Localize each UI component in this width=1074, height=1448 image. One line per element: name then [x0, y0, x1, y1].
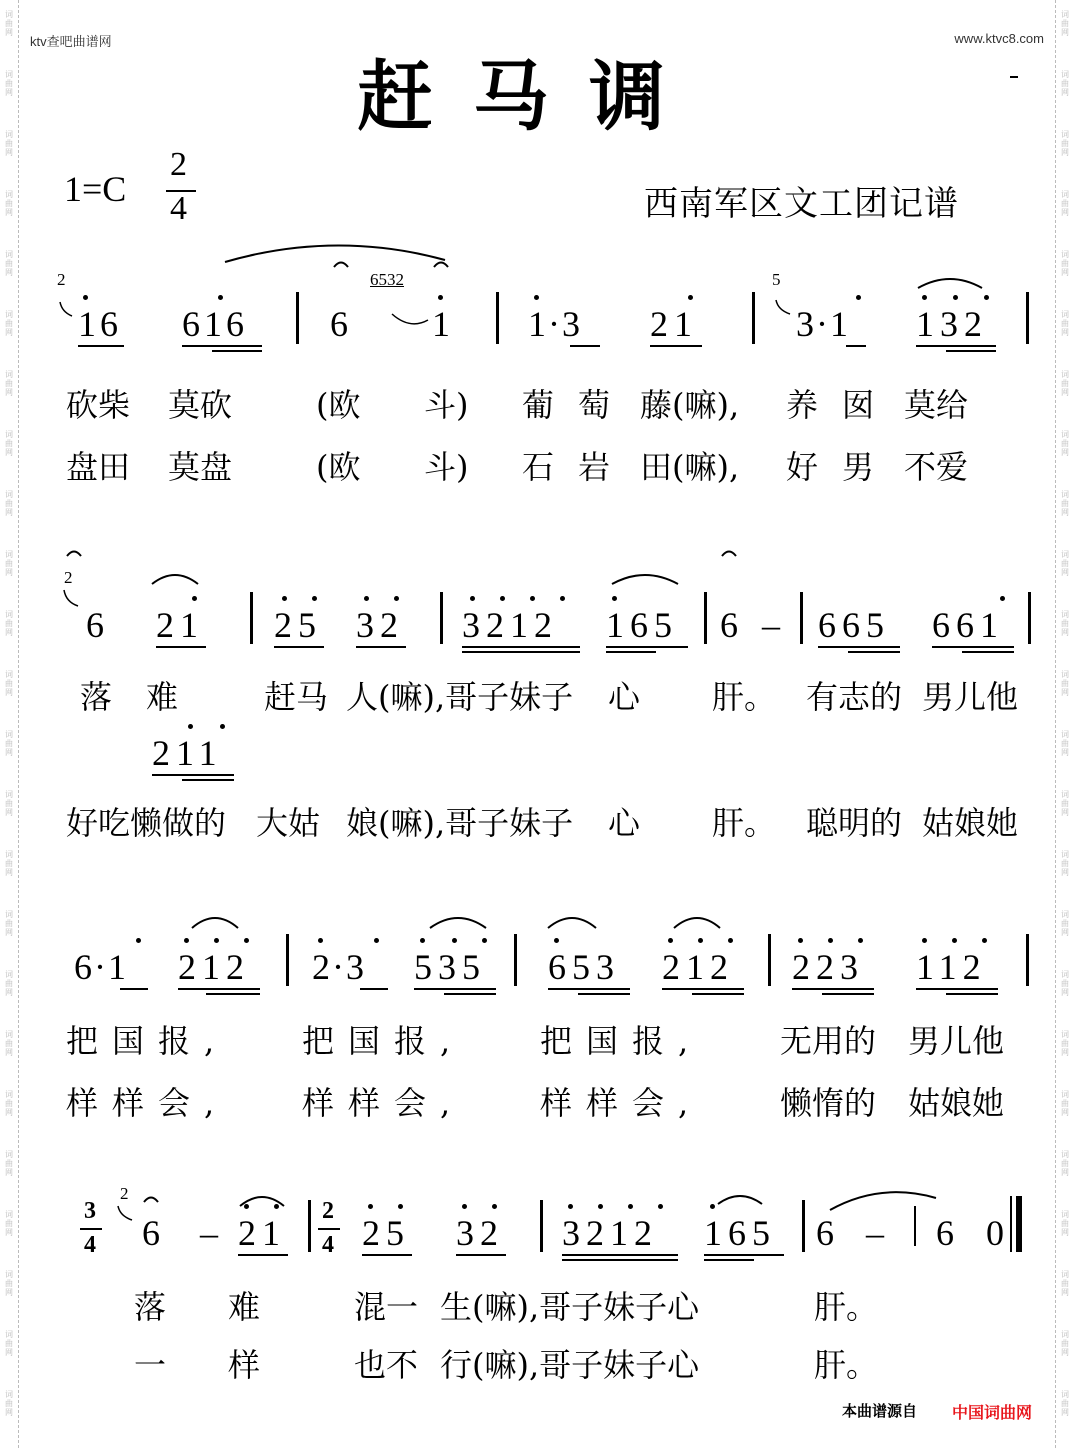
lyric-syllable: 样样会,: [66, 1084, 229, 1122]
lyric-syllable: 娘(嘛),哥子妹子: [346, 804, 574, 842]
watermark-text: 词曲网: [1061, 1030, 1069, 1057]
note-group: –: [200, 1213, 218, 1253]
octave-dot: [184, 938, 189, 943]
octave-dot: [374, 938, 379, 943]
lyric-syllable: 心: [608, 804, 641, 842]
bar-line: [1026, 934, 1029, 986]
watermark-text: 词曲网: [5, 1270, 13, 1297]
note-group: 3·1: [796, 304, 850, 344]
note-group: 2·3: [312, 947, 366, 987]
source-label: 本曲谱源自: [842, 1403, 918, 1420]
beam-line: [178, 988, 260, 990]
note-group: 21: [156, 605, 204, 645]
watermark-text: 词曲网: [5, 490, 13, 517]
beam-line: [562, 1259, 678, 1261]
lyric-syllable: 葡: [522, 386, 555, 424]
time-change-bottom: 4: [322, 1232, 334, 1258]
watermark-text: 词曲网: [5, 10, 13, 37]
octave-dot: [188, 724, 193, 729]
watermark-text: 词曲网: [5, 1030, 13, 1057]
note-group: 21: [238, 1213, 286, 1253]
note-group: 6: [816, 1213, 834, 1253]
watermark-text: 词曲网: [5, 70, 13, 97]
stray-mark: [1010, 76, 1018, 78]
octave-dot: [688, 295, 693, 300]
octave-dot: [710, 1204, 715, 1209]
octave-dot: [560, 596, 565, 601]
end-bar-thick: [1016, 1196, 1022, 1252]
octave-dot: [953, 295, 958, 300]
bar-line: [752, 292, 755, 344]
lyric-syllable: 好: [786, 448, 819, 486]
note-group: 661: [932, 605, 1004, 645]
lyric-syllable: 一: [134, 1346, 167, 1384]
key-signature: 1=C: [64, 169, 127, 209]
note-group: 3212: [462, 605, 558, 645]
note-group: 616: [182, 304, 248, 344]
note-group: 25: [362, 1213, 410, 1253]
watermark-text: 词曲网: [1061, 370, 1069, 397]
octave-dot: [244, 938, 249, 943]
octave-dot: [612, 596, 617, 601]
time-sig-top: 2: [170, 146, 187, 183]
bar-line: [514, 934, 517, 986]
lyric-syllable: 男儿他: [908, 1022, 1005, 1060]
octave-dot: [318, 938, 323, 943]
bar-line: [308, 1200, 311, 1252]
lyric-syllable: 样样会,: [540, 1084, 703, 1122]
octave-dot: [368, 1204, 373, 1209]
octave-dot: [534, 295, 539, 300]
lyric-syllable: 肝。: [712, 804, 777, 842]
octave-dot: [282, 596, 287, 601]
note-group: 21: [650, 304, 698, 344]
time-change-top: 2: [322, 1198, 334, 1224]
note-group: 6: [142, 1213, 160, 1253]
beam-line: [916, 988, 998, 990]
lyric-syllable: 萄: [578, 386, 611, 424]
note-group: 212: [178, 947, 250, 987]
octave-dot: [398, 1204, 403, 1209]
watermark-text: 词曲网: [5, 730, 13, 757]
beam-line: [932, 646, 1014, 648]
beam-line: [818, 646, 900, 648]
octave-dot: [500, 596, 505, 601]
time-change-top: 3: [84, 1198, 96, 1224]
beam-line: [946, 993, 998, 995]
octave-dot: [554, 938, 559, 943]
octave-dot: [828, 938, 833, 943]
source-site-link[interactable]: 中国词曲网: [952, 1405, 1033, 1422]
beam-line: [156, 646, 206, 648]
bar-line: [1026, 292, 1029, 344]
lyric-syllable: 男: [842, 448, 875, 486]
watermark-text: 词曲网: [5, 310, 13, 337]
octave-dot: [984, 295, 989, 300]
beam-line: [692, 993, 744, 995]
note-group: 212: [662, 947, 734, 987]
octave-dot: [438, 295, 443, 300]
note-group: 25: [274, 605, 322, 645]
system-3-marks: [0, 900, 1074, 950]
octave-dot: [364, 596, 369, 601]
note-group: 1·3: [528, 304, 582, 344]
watermark-text: 词曲网: [1061, 10, 1069, 37]
note-group: 16: [78, 304, 122, 344]
beam-line: [650, 345, 702, 347]
beam-line: [916, 345, 996, 347]
octave-dot: [728, 938, 733, 943]
beam-line: [356, 646, 406, 648]
grace-note-1: 2: [57, 270, 66, 289]
beam-line: [548, 988, 630, 990]
lyric-syllable: 姑娘她: [908, 1084, 1005, 1122]
lyric-syllable: 落: [80, 678, 113, 716]
watermark-text: 词曲网: [1061, 1210, 1069, 1237]
grace-note-4: 2: [64, 568, 73, 587]
octave-dot: [698, 938, 703, 943]
lyric-syllable: 难: [228, 1288, 261, 1326]
grace-note-3: 5: [772, 270, 781, 289]
lyric-syllable: 斗): [424, 386, 469, 424]
lyric-syllable: 肝。: [814, 1346, 879, 1384]
octave-dot: [668, 938, 673, 943]
time-change-bottom: 4: [84, 1232, 96, 1258]
alt-note-group: 211: [152, 733, 223, 773]
beam-line: [946, 350, 996, 352]
lyric-syllable: 也不: [354, 1346, 419, 1384]
octave-dot: [312, 596, 317, 601]
lyric-syllable: 行(嘛),哥子妹子心: [440, 1346, 700, 1384]
watermark-text: 词曲网: [1061, 490, 1069, 517]
lyric-syllable: (欧: [316, 448, 361, 486]
watermark-text: 词曲网: [5, 970, 13, 997]
watermark-text: 词曲网: [5, 130, 13, 157]
beam-line: [848, 651, 900, 653]
bar-line: [286, 934, 289, 986]
octave-dot: [218, 295, 223, 300]
bar-line: [440, 592, 443, 644]
watermark-text: 词曲网: [1061, 430, 1069, 457]
watermark-text: 词曲网: [1061, 310, 1069, 337]
bar-line: [296, 292, 299, 344]
watermark-text: 词曲网: [5, 1090, 13, 1117]
note-group: 112: [916, 947, 987, 987]
lyric-syllable: 养: [786, 386, 819, 424]
beam-line: [206, 993, 260, 995]
beam-line: [152, 774, 234, 776]
bar-line: [250, 592, 253, 644]
note-group: 0: [986, 1213, 1004, 1253]
watermark-text: 词曲网: [1061, 1150, 1069, 1177]
octave-dot: [192, 596, 197, 601]
note-group: 165: [704, 1213, 776, 1253]
watermark-text: 词曲网: [1061, 790, 1069, 817]
octave-dot: [136, 938, 141, 943]
octave-dot: [598, 1204, 603, 1209]
lyric-syllable: 肝。: [712, 678, 777, 716]
grace-note-5: 2: [120, 1184, 129, 1203]
bar-line: [496, 292, 499, 344]
lyric-syllable: 懒惰的: [780, 1084, 877, 1122]
watermark-text: 词曲网: [5, 670, 13, 697]
watermark-text: 词曲网: [1061, 130, 1069, 157]
system-4-marks: [0, 1180, 1074, 1230]
beam-line: [662, 988, 744, 990]
end-bar-thin: [1010, 1196, 1012, 1252]
beam-line: [212, 350, 262, 352]
watermark-text: 词曲网: [5, 850, 13, 877]
octave-dot: [628, 1204, 633, 1209]
lyric-syllable: 肝。: [814, 1288, 879, 1326]
watermark-text: 词曲网: [5, 1150, 13, 1177]
right-watermark-strip: [1055, 0, 1074, 1448]
lyric-syllable: 田(嘛),: [640, 448, 740, 486]
watermark-text: 词曲网: [1061, 910, 1069, 937]
octave-dot: [482, 938, 487, 943]
watermark-text: 词曲网: [1061, 250, 1069, 277]
watermark-text: 词曲网: [5, 1330, 13, 1357]
lyric-syllable: 岩: [578, 448, 611, 486]
octave-dot: [982, 938, 987, 943]
beam-line: [360, 988, 388, 990]
note-group: 223: [792, 947, 864, 987]
watermark-text: 词曲网: [1061, 730, 1069, 757]
page-title: 赶马调: [357, 52, 705, 141]
note-group: 132: [916, 304, 988, 344]
beam-line: [78, 345, 124, 347]
lyric-syllable: 落: [134, 1288, 167, 1326]
lyric-syllable: 男儿他: [922, 678, 1019, 716]
lyric-syllable: 把国报,: [302, 1022, 465, 1060]
beam-line: [562, 1254, 678, 1256]
watermark-text: 词曲网: [1061, 550, 1069, 577]
octave-dot: [274, 1204, 279, 1209]
octave-dot: [394, 596, 399, 601]
octave-dot: [568, 1204, 573, 1209]
bar-line: [802, 1200, 805, 1252]
site-label-right[interactable]: www.ktvc8.com: [954, 31, 1044, 46]
lyric-syllable: 砍柴: [66, 386, 131, 424]
octave-dot: [83, 295, 88, 300]
note-group: 6: [936, 1213, 954, 1253]
note-group: 32: [456, 1213, 504, 1253]
octave-dot: [858, 938, 863, 943]
lyric-syllable: 莫砍: [168, 386, 233, 424]
note-group: 665: [818, 605, 890, 645]
note-group: 3212: [562, 1213, 658, 1253]
watermark-text: 词曲网: [5, 430, 13, 457]
watermark-text: 词曲网: [5, 1210, 13, 1237]
lyric-syllable: 样: [228, 1346, 261, 1384]
watermark-text: 词曲网: [1061, 970, 1069, 997]
beam-line: [962, 651, 1014, 653]
watermark-text: 词曲网: [5, 790, 13, 817]
bar-line: [914, 1206, 916, 1246]
beam-line: [822, 993, 874, 995]
octave-dot: [922, 938, 927, 943]
time-change-line: [318, 1228, 340, 1230]
note-group: 6: [86, 605, 104, 645]
watermark-text: 词曲网: [5, 1390, 13, 1417]
octave-dot: [1000, 596, 1005, 601]
note-group: 165: [606, 605, 678, 645]
lyric-syllable: 把国报,: [540, 1022, 703, 1060]
watermark-text: 词曲网: [1061, 1270, 1069, 1297]
beam-line: [606, 646, 688, 648]
beam-line: [606, 651, 656, 653]
octave-dot: [952, 938, 957, 943]
watermark-text: 词曲网: [5, 190, 13, 217]
bar-line: [768, 934, 771, 986]
note-group: –: [762, 605, 780, 645]
lyric-syllable: 难: [146, 678, 179, 716]
note-group: 6: [330, 304, 348, 344]
beam-line: [414, 988, 496, 990]
beam-line: [444, 993, 496, 995]
watermark-text: 词曲网: [5, 550, 13, 577]
time-sig-bottom: 4: [170, 190, 187, 227]
watermark-text: 词曲网: [5, 910, 13, 937]
lyric-syllable: 好吃懒做的: [66, 804, 227, 842]
lyric-syllable: (欧: [316, 386, 361, 424]
credit-line: 西南军区文工团记谱: [644, 184, 959, 224]
lyric-syllable: 不爱: [904, 448, 969, 486]
lyric-syllable: 莫盘: [168, 448, 233, 486]
octave-dot: [244, 1204, 249, 1209]
octave-dot: [530, 596, 535, 601]
beam-line: [456, 1254, 506, 1256]
lyric-syllable: 样样会,: [302, 1084, 465, 1122]
watermark-text: 词曲网: [1061, 1390, 1069, 1417]
site-label-left[interactable]: ktv查吧曲谱网: [30, 34, 112, 49]
beam-line: [238, 1254, 288, 1256]
lyric-syllable: 聪明的: [806, 804, 903, 842]
octave-dot: [462, 1204, 467, 1209]
watermark-text: 词曲网: [1061, 670, 1069, 697]
watermark-text: 词曲网: [1061, 190, 1069, 217]
octave-dot: [922, 295, 927, 300]
beam-line: [570, 345, 600, 347]
watermark-text: 词曲网: [5, 370, 13, 397]
octave-dot: [452, 938, 457, 943]
bar-line: [540, 1200, 543, 1252]
beam-line: [462, 646, 580, 648]
beam-line: [120, 988, 148, 990]
lyric-syllable: 无用的: [780, 1022, 877, 1060]
lyric-syllable: 有志的: [806, 678, 903, 716]
octave-dot: [492, 1204, 497, 1209]
beam-line: [362, 1254, 412, 1256]
lyric-syllable: 石: [522, 448, 555, 486]
note-group: 6: [720, 605, 738, 645]
left-watermark-strip: [0, 0, 19, 1448]
bar-line: [1028, 592, 1031, 644]
beam-line: [182, 779, 234, 781]
note-group: –: [866, 1213, 884, 1253]
watermark-text: 词曲网: [1061, 1330, 1069, 1357]
note-group: 653: [548, 947, 620, 987]
watermark-text: 词曲网: [1061, 70, 1069, 97]
octave-dot: [214, 938, 219, 943]
beam-line: [274, 646, 324, 648]
beam-line: [704, 1254, 784, 1256]
watermark-text: 词曲网: [1061, 1090, 1069, 1117]
octave-dot: [658, 1204, 663, 1209]
lyric-syllable: 把国报,: [66, 1022, 229, 1060]
lyric-syllable: 斗): [424, 448, 469, 486]
watermark-text: 词曲网: [1061, 850, 1069, 877]
beam-line: [792, 988, 874, 990]
note-group: 32: [356, 605, 404, 645]
octave-dot: [798, 938, 803, 943]
lyric-syllable: 姑娘她: [922, 804, 1019, 842]
beam-line: [704, 1259, 754, 1261]
lyric-syllable: 藤(嘛),: [640, 386, 740, 424]
note-group: 535: [414, 947, 486, 987]
beam-line: [462, 651, 580, 653]
lyric-syllable: 赶马: [264, 678, 329, 716]
lyric-syllable: 心: [608, 678, 641, 716]
octave-dot: [220, 724, 225, 729]
bar-line: [704, 592, 707, 644]
grace-note-2: 6532: [370, 270, 404, 289]
watermark-text: 词曲网: [1061, 610, 1069, 637]
lyric-syllable: 大姑: [256, 804, 321, 842]
bar-line: [800, 592, 803, 644]
lyric-syllable: 囡: [842, 386, 875, 424]
watermark-text: 词曲网: [5, 250, 13, 277]
octave-dot: [420, 938, 425, 943]
lyric-syllable: 混一: [354, 1288, 419, 1326]
watermark-text: 词曲网: [5, 610, 13, 637]
lyric-syllable: 盘田: [66, 448, 131, 486]
lyric-syllable: 生(嘛),哥子妹子心: [440, 1288, 700, 1326]
octave-dot: [856, 295, 861, 300]
note-group: 1: [432, 304, 450, 344]
lyric-syllable: 莫给: [904, 386, 969, 424]
beam-line: [182, 345, 262, 347]
note-group: 6·1: [74, 947, 128, 987]
beam-line: [578, 993, 630, 995]
lyric-syllable: 人(嘛),哥子妹子: [346, 678, 574, 716]
octave-dot: [470, 596, 475, 601]
beam-line: [846, 345, 866, 347]
